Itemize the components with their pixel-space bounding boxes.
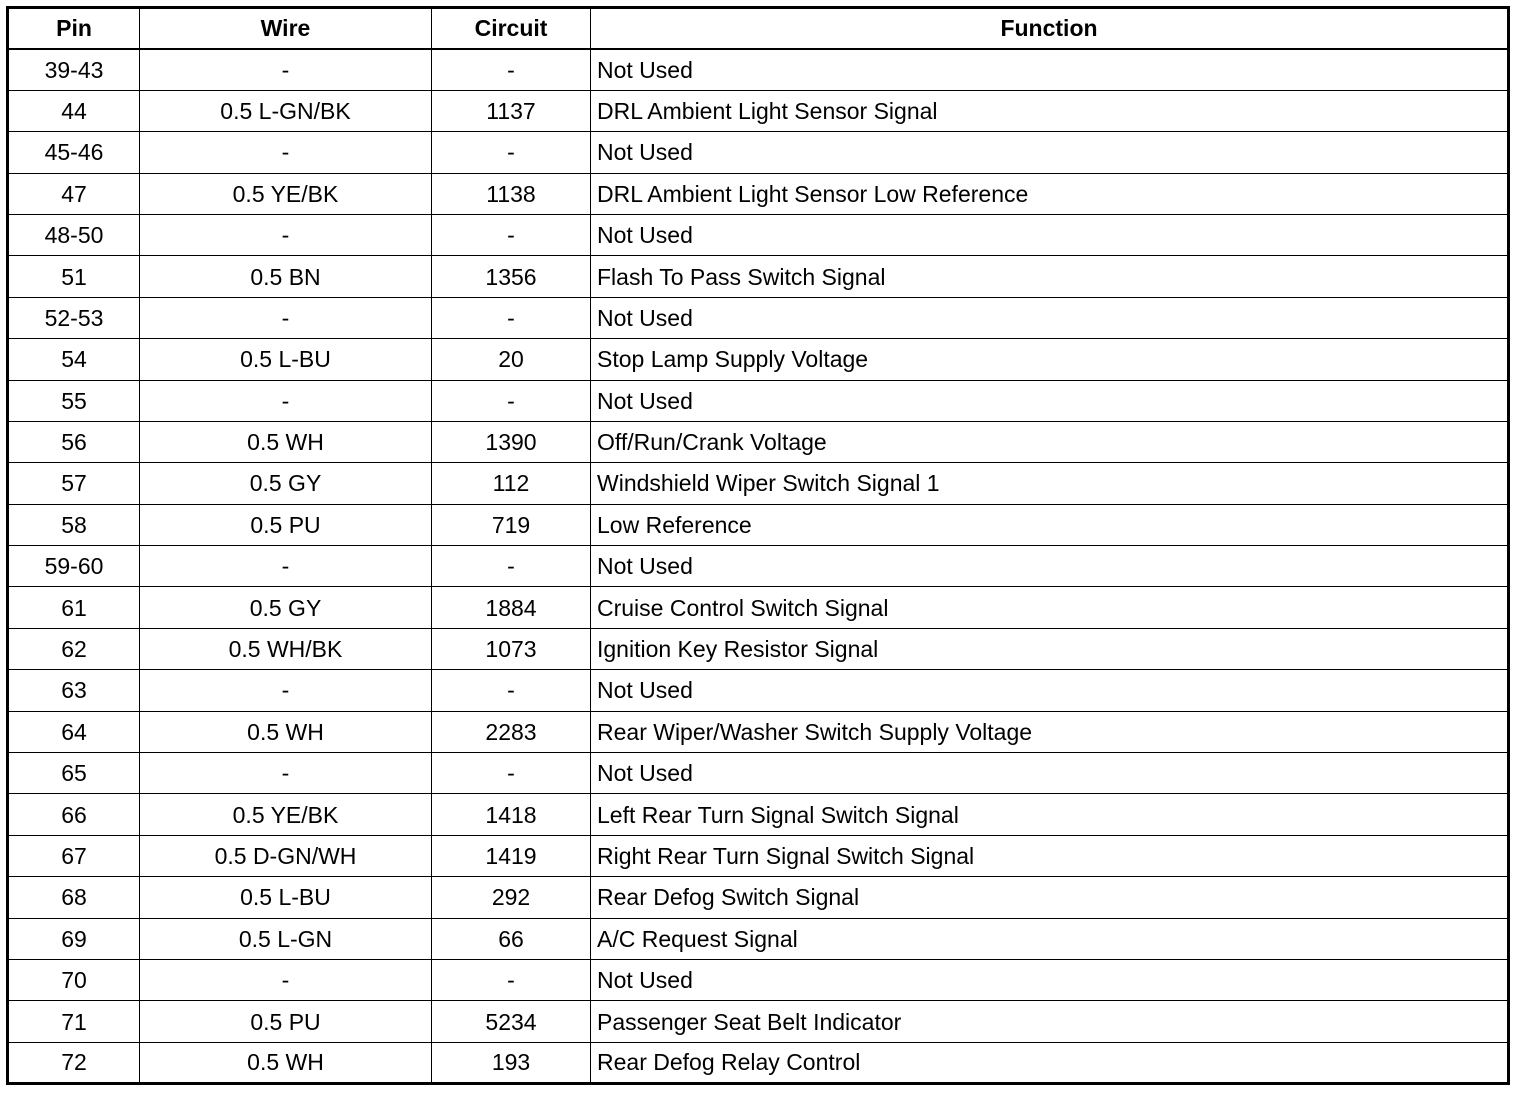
cell-wire: - [140,959,432,1000]
table-row [8,546,1509,587]
table-row [8,587,1509,628]
table-row [8,90,1509,131]
cell-function: A/C Request Signal [591,918,1509,959]
table-row [8,421,1509,462]
cell-wire: 0.5 GY [140,463,432,504]
cell-function: Not Used [591,380,1509,421]
table-row [8,173,1509,214]
cell-pin: 44 [8,90,140,131]
connector-pinout-table [6,6,1510,1085]
cell-wire: 0.5 GY [140,587,432,628]
cell-pin: 67 [8,835,140,876]
cell-circuit: - [432,670,591,711]
cell-function: Not Used [591,297,1509,338]
table-row [8,794,1509,835]
cell-function: Stop Lamp Supply Voltage [591,339,1509,380]
cell-wire: - [140,214,432,255]
cell-circuit: 66 [432,918,591,959]
cell-circuit: 292 [432,877,591,918]
table-row [8,835,1509,876]
cell-function: Rear Wiper/Washer Switch Supply Voltage [591,711,1509,752]
table-row [8,504,1509,545]
table-row [8,380,1509,421]
cell-pin: 64 [8,711,140,752]
table-row [8,297,1509,338]
cell-function: Windshield Wiper Switch Signal 1 [591,463,1509,504]
cell-function: Not Used [591,546,1509,587]
table-header [8,8,1509,49]
table-row [8,959,1509,1000]
cell-function: Not Used [591,132,1509,173]
cell-circuit: 719 [432,504,591,545]
table-row [8,670,1509,711]
cell-circuit: 1073 [432,628,591,669]
cell-pin: 56 [8,421,140,462]
cell-wire: 0.5 YE/BK [140,173,432,214]
cell-circuit: - [432,49,591,90]
cell-pin: 68 [8,877,140,918]
table-row [8,1042,1509,1083]
cell-wire: 0.5 PU [140,504,432,545]
cell-circuit: - [432,959,591,1000]
cell-pin: 58 [8,504,140,545]
table-row [8,214,1509,255]
cell-pin: 71 [8,1001,140,1042]
table-body [8,49,1509,1084]
cell-function: Off/Run/Crank Voltage [591,421,1509,462]
cell-function: Passenger Seat Belt Indicator [591,1001,1509,1042]
table-row [8,628,1509,669]
header-row [8,8,1509,49]
cell-wire: 0.5 D-GN/WH [140,835,432,876]
table-row [8,711,1509,752]
cell-wire: 0.5 YE/BK [140,794,432,835]
cell-wire: 0.5 WH [140,421,432,462]
cell-pin: 52-53 [8,297,140,338]
header-circuit: Circuit [432,8,591,49]
cell-pin: 72 [8,1042,140,1083]
cell-circuit: 1390 [432,421,591,462]
cell-pin: 61 [8,587,140,628]
cell-pin: 48-50 [8,214,140,255]
cell-function: Rear Defog Switch Signal [591,877,1509,918]
cell-circuit: - [432,132,591,173]
cell-circuit: 20 [432,339,591,380]
cell-circuit: - [432,214,591,255]
cell-circuit: 2283 [432,711,591,752]
cell-pin: 69 [8,918,140,959]
cell-function: Rear Defog Relay Control [591,1042,1509,1083]
cell-wire: 0.5 WH [140,711,432,752]
cell-function: DRL Ambient Light Sensor Signal [591,90,1509,131]
cell-function: Low Reference [591,504,1509,545]
cell-function: Not Used [591,959,1509,1000]
cell-wire: 0.5 WH/BK [140,628,432,669]
cell-function: Not Used [591,214,1509,255]
cell-circuit: - [432,546,591,587]
cell-pin: 65 [8,753,140,794]
cell-wire: 0.5 BN [140,256,432,297]
cell-wire: - [140,546,432,587]
table-row [8,1001,1509,1042]
cell-function: Cruise Control Switch Signal [591,587,1509,628]
cell-wire: - [140,670,432,711]
cell-wire: 0.5 WH [140,1042,432,1083]
cell-pin: 45-46 [8,132,140,173]
cell-pin: 54 [8,339,140,380]
cell-circuit: 1138 [432,173,591,214]
cell-function: Not Used [591,49,1509,90]
cell-pin: 39-43 [8,49,140,90]
cell-wire: 0.5 L-GN/BK [140,90,432,131]
table-row [8,877,1509,918]
cell-wire: 0.5 PU [140,1001,432,1042]
cell-circuit: 5234 [432,1001,591,1042]
cell-wire: - [140,132,432,173]
cell-circuit: 1419 [432,835,591,876]
cell-circuit: 1418 [432,794,591,835]
cell-wire: 0.5 L-BU [140,339,432,380]
cell-function: Right Rear Turn Signal Switch Signal [591,835,1509,876]
cell-function: Left Rear Turn Signal Switch Signal [591,794,1509,835]
connector-pinout-table-container [6,6,1507,1085]
table-row [8,753,1509,794]
cell-wire: - [140,297,432,338]
cell-pin: 47 [8,173,140,214]
table-row [8,339,1509,380]
cell-pin: 70 [8,959,140,1000]
header-pin: Pin [8,8,140,49]
cell-function: Not Used [591,670,1509,711]
cell-circuit: 112 [432,463,591,504]
cell-circuit: - [432,753,591,794]
cell-function: Flash To Pass Switch Signal [591,256,1509,297]
cell-wire: 0.5 L-BU [140,877,432,918]
header-wire: Wire [140,8,432,49]
table-row [8,256,1509,297]
cell-pin: 51 [8,256,140,297]
cell-pin: 63 [8,670,140,711]
header-function: Function [591,8,1509,49]
cell-pin: 59-60 [8,546,140,587]
cell-pin: 55 [8,380,140,421]
cell-circuit: - [432,297,591,338]
cell-pin: 57 [8,463,140,504]
table-row [8,918,1509,959]
table-row [8,132,1509,173]
cell-function: DRL Ambient Light Sensor Low Reference [591,173,1509,214]
cell-wire: - [140,49,432,90]
table-row [8,49,1509,90]
table-row [8,463,1509,504]
cell-circuit: 1884 [432,587,591,628]
cell-function: Ignition Key Resistor Signal [591,628,1509,669]
cell-circuit: - [432,380,591,421]
cell-circuit: 1137 [432,90,591,131]
cell-circuit: 1356 [432,256,591,297]
cell-function: Not Used [591,753,1509,794]
cell-pin: 62 [8,628,140,669]
cell-pin: 66 [8,794,140,835]
cell-wire: - [140,753,432,794]
cell-wire: - [140,380,432,421]
cell-wire: 0.5 L-GN [140,918,432,959]
cell-circuit: 193 [432,1042,591,1083]
